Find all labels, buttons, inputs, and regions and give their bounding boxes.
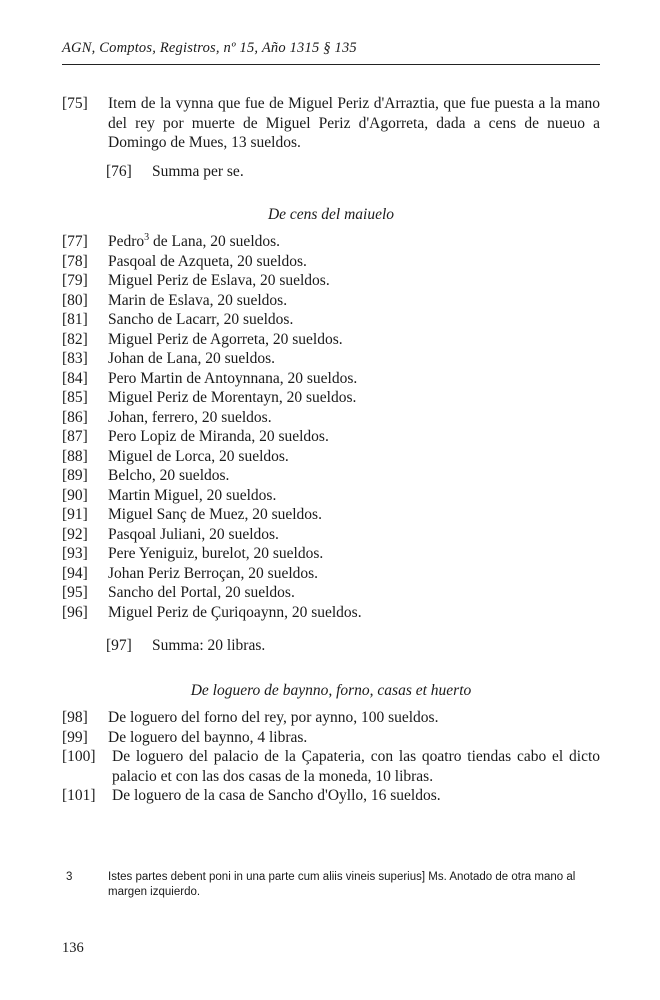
entry-number: [82] <box>62 330 88 348</box>
entry-number: [99] <box>62 728 88 746</box>
list-item <box>62 369 600 389</box>
entry-text: Miguel Periz de Agorreta, 20 sueldos. <box>108 330 343 348</box>
entry-number: [96] <box>62 603 88 621</box>
entry-number: [76] <box>106 163 132 180</box>
entry-number: [91] <box>62 506 88 523</box>
entry-text: Johan Periz Berroçan, 20 sueldos. <box>108 564 319 582</box>
entry-number: [81] <box>62 311 88 328</box>
entry-text: Pasqoal de Azqueta, 20 sueldos. <box>108 252 307 270</box>
list-item <box>62 603 600 623</box>
list-item <box>62 447 600 467</box>
entry-number: [80] <box>62 291 88 309</box>
entry-text: Miguel de Lorca, 20 sueldos. <box>108 447 289 465</box>
list-item <box>62 564 600 584</box>
entry-text: Belcho, 20 sueldos. <box>108 467 230 484</box>
person-name: Pedro <box>108 233 145 250</box>
entry-text: Martin Miguel, 20 sueldos. <box>108 486 277 504</box>
entry-number: [95] <box>62 584 88 601</box>
entry-text: De loguero del baynno, 4 libras. <box>108 728 308 746</box>
entry-text: Johan, ferrero, 20 sueldos. <box>108 408 272 426</box>
entry-text: Johan de Lana, 20 sueldos. <box>108 350 276 367</box>
maiuelo-list <box>62 232 600 622</box>
entry-text: Miguel Sanç de Muez, 20 sueldos. <box>108 506 322 523</box>
entry-text: De loguero del forno del rey, por aynno, 100 sueldos. <box>108 709 439 726</box>
entry-number: [97] <box>106 637 132 654</box>
list-item <box>62 232 600 252</box>
entry-text: Miguel Periz de Eslava, 20 sueldos. <box>108 272 330 289</box>
entry-number: [92] <box>62 525 88 543</box>
list-item <box>62 388 600 408</box>
entry-76 <box>106 162 244 182</box>
list-item <box>62 544 600 564</box>
entry-number: [90] <box>62 486 88 504</box>
entry-text: Item de la vynna que fue de Miguel Periz d'Arraztia, que fue puesta a la mano del rey por muerte de Miguel Periz d'Agorreta, dada a cens de nueuo a Domingo de Mues, 13 sueldos. <box>108 95 600 151</box>
entry-text: Miguel Periz de Çuriqoaynn, 20 sueldos. <box>108 603 362 621</box>
entry-number: [77] <box>62 233 88 250</box>
entry-text: Sancho del Portal, 20 sueldos. <box>108 584 295 601</box>
entry-99 <box>62 728 600 748</box>
entry-number: [79] <box>62 272 88 289</box>
list-item <box>62 505 600 525</box>
entry-text: Marin de Eslava, 20 sueldos. <box>108 291 288 309</box>
footnote-ref: 3 <box>144 231 150 243</box>
entry-text: Pero Lopiz de Miranda, 20 sueldos. <box>108 428 329 445</box>
footnote-text: Istes partes debent poni in una parte cum aliis vineis superius] Ms. Anotado de otra mano al margen izquierdo. <box>108 871 576 898</box>
entry-number: [83] <box>62 350 88 367</box>
entry-100 <box>62 747 600 786</box>
section-title-loguero: De loguero de baynno, forno, casas et huerto <box>190 682 472 699</box>
list-item <box>62 310 600 330</box>
footnote <box>62 870 600 900</box>
running-header: AGN, Comptos, Registros, nº 15, Año 1315 § 135 <box>62 40 357 56</box>
footnote-number: 3 <box>66 871 73 883</box>
entry-text: De loguero del palacio de la Çapateria, con las qoatro tiendas cabo el dicto palacio et con las dos casas de la moneda, 10 libras. <box>112 748 600 785</box>
list-item <box>62 408 600 428</box>
list-item <box>62 330 600 350</box>
entry-98 <box>62 708 600 728</box>
entry-number: [85] <box>62 389 88 406</box>
entry-number: [98] <box>62 709 88 726</box>
entry-text: Pere Yeniguiz, burelot, 20 sueldos. <box>108 545 324 562</box>
entry-number: [78] <box>62 252 88 270</box>
entry-text <box>108 232 280 252</box>
section-title-maiuelo: De cens del maiuelo <box>267 206 395 223</box>
list-item <box>62 291 600 311</box>
list-item <box>62 466 600 486</box>
list-item <box>62 583 600 603</box>
entry-text: Summa: 20 libras. <box>152 637 266 654</box>
entry-text: Pero Martin de Antoynnana, 20 sueldos. <box>108 369 358 387</box>
entry-97 <box>106 636 265 656</box>
entry-text: De loguero de la casa de Sancho d'Oyllo, 16 sueldos. <box>112 787 441 804</box>
entry-number: [84] <box>62 369 88 387</box>
header-divider <box>62 64 600 65</box>
entry-number: [93] <box>62 545 88 562</box>
entry-number: [88] <box>62 447 88 465</box>
list-item <box>62 271 600 291</box>
entry-text: Miguel Periz de Morentayn, 20 sueldos. <box>108 389 357 406</box>
list-item <box>62 252 600 272</box>
entry-text: Summa per se. <box>152 163 244 180</box>
entry-number: [75] <box>62 95 88 112</box>
list-item <box>62 427 600 447</box>
page-number: 136 <box>62 940 84 956</box>
list-item <box>62 349 600 369</box>
entry-number: [94] <box>62 564 88 582</box>
entry-number: [86] <box>62 408 88 426</box>
entry-number: [89] <box>62 467 88 484</box>
list-item <box>62 525 600 545</box>
entry-101 <box>62 786 600 806</box>
entry-text: Pasqoal Juliani, 20 sueldos. <box>108 525 279 543</box>
entry-text: Sancho de Lacarr, 20 sueldos. <box>108 311 294 328</box>
entry-number: [100] <box>62 748 96 765</box>
entry-rest: de Lana, 20 sueldos. <box>149 233 281 250</box>
list-item <box>62 486 600 506</box>
entry-75 <box>62 94 600 153</box>
entry-number: [101] <box>62 787 96 804</box>
entry-number: [87] <box>62 428 88 445</box>
